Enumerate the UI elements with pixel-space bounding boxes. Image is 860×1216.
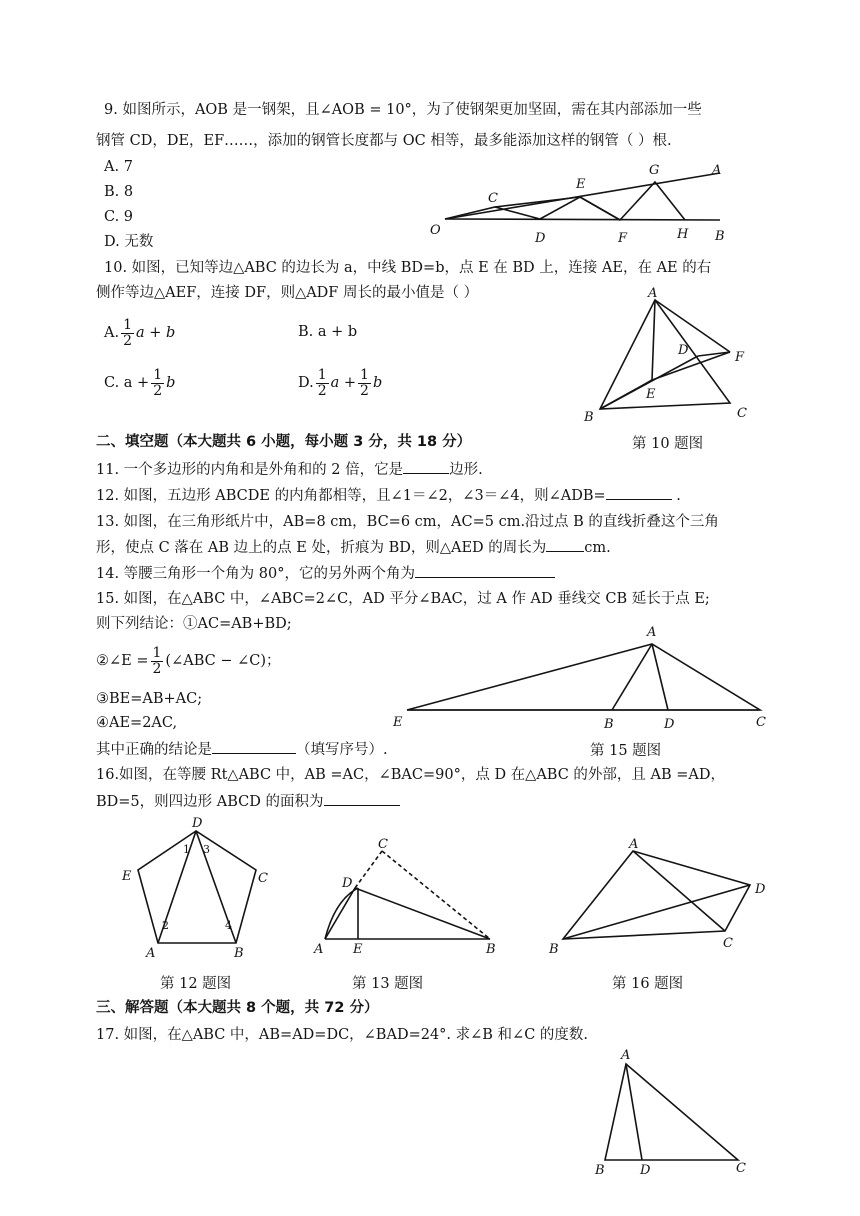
q10-label-b: B (584, 410, 594, 425)
fig13-caption: 第 13 题图 (352, 976, 424, 992)
q15-label-c: C (756, 715, 766, 730)
q15-conclusion-4: ④AE=2AC, (96, 715, 178, 731)
q17-label-a: A (621, 1048, 631, 1063)
q17-label-c: C (736, 1161, 746, 1176)
q17: 17. 如图，在△ABC 中，AB=AD=DC，∠BAD=24°. 求∠B 和∠C 的度数. (96, 1027, 589, 1043)
q11: 11. 一个多边形的内角和是外角和的 2 倍，它是 边形. (96, 459, 483, 480)
q15-figure (392, 622, 782, 734)
q15-conclusion-2: ②∠E = $\frac{1}{2}$ (∠ABC − ∠C)； (96, 644, 281, 677)
q9-line2: 钢管 CD，DE，EF……，添加的钢管长度都与 OC 相等，最多能添加这样的钢管（ ）根. (96, 133, 672, 149)
fig16-label-a: A (629, 837, 639, 852)
q10-label-a: A (648, 286, 658, 301)
q9-label-o: O (430, 223, 441, 238)
q9-label-h: H (677, 227, 689, 242)
fig12-label-b: B (234, 946, 244, 961)
q10-option-c: C. a + $\frac{1}{2}$ b (104, 366, 176, 399)
fig13-label-b: B (486, 942, 496, 957)
q9-label-d: D (535, 231, 546, 246)
q12-figure (118, 815, 278, 960)
fig13-label-a: A (314, 942, 324, 957)
q15-label-a: A (647, 625, 657, 640)
q15-caption: 第 15 题图 (590, 743, 662, 759)
q16-line2: BD=5，则四边形 ABCD 的面积为 (96, 791, 400, 812)
fig13-label-d: D (342, 876, 353, 891)
q10-option-b: B. a + b (298, 324, 358, 340)
section-3-heading: 三、解答题（本大题共 8 个题，共 72 分） (96, 1000, 379, 1016)
fig12-label-4: 4 (225, 919, 232, 932)
q14: 14. 等腰三角形一个角为 80°，它的另外两个角为 (96, 563, 555, 584)
fig12-label-3: 3 (203, 843, 210, 856)
q15-line2: 则下列结论：①AC=AB+BD; (96, 616, 292, 632)
q16-line1: 16.如图，在等腰 Rt△ABC 中，AB =AC，∠BAC=90°，点 D 在△ABC 的外部，且 AB =AD， (96, 767, 726, 783)
fig12-caption: 第 12 题图 (160, 976, 232, 992)
fig16-label-c: C (723, 936, 733, 951)
q9-label-b: B (715, 229, 725, 244)
q10-caption: 第 10 题图 (632, 436, 704, 452)
q10-line2: 侧作等边△AEF，连接 DF，则△ADF 周长的最小值是（ ） (96, 285, 479, 301)
fig16-label-b: B (549, 942, 559, 957)
q10-figure (580, 285, 760, 425)
q9-option-a: A. 7 (104, 159, 133, 175)
q9-figure (430, 160, 740, 250)
fig13-label-e: E (353, 942, 363, 957)
q15-answer-line: 其中正确的结论是 （填写序号）. (96, 739, 388, 760)
q9-label-e: E (576, 177, 586, 192)
fig13-label-c: C (378, 837, 388, 852)
fig16-label-d: D (755, 882, 766, 897)
q9-label-g: G (649, 163, 660, 178)
fig16-caption: 第 16 题图 (612, 976, 684, 992)
q10-option-a: A. $\frac{1}{2}$ a + b (104, 316, 176, 349)
q13-figure (310, 835, 510, 960)
q13-line2: 形，使点 C 落在 AB 边上的点 E 处，折痕为 BD，则△AED 的周长为 cm. (96, 537, 611, 558)
q10-label-f: F (735, 350, 745, 365)
section-2-heading: 二、填空题（本大题共 6 小题，每小题 3 分，共 18 分） (96, 434, 472, 450)
fig12-label-2: 2 (162, 919, 169, 932)
q17-figure (590, 1042, 760, 1177)
q15-label-d: D (664, 717, 675, 732)
q10-label-e: E (646, 387, 656, 402)
q15-conclusion-3: ③BE=AB+AC; (96, 691, 203, 707)
q17-label-d: D (640, 1163, 651, 1178)
q15-label-e: E (393, 715, 403, 730)
q10-label-d: D (678, 343, 689, 358)
q9-line1: 9. 如图所示，AOB 是一钢架，且∠AOB = 10°，为了使钢架更加坚固，需在其内部添加一些 (104, 102, 702, 118)
fig12-label-c: C (258, 871, 268, 886)
q9-label-c: C (488, 191, 498, 206)
fig12-label-d: D (192, 816, 203, 831)
q9-option-c: C. 9 (104, 209, 134, 225)
fig12-label-a: A (146, 946, 156, 961)
q15-label-b: B (604, 717, 614, 732)
q13-line1: 13. 如图，在三角形纸片中，AB=8 cm，BC=6 cm，AC=5 cm.沿过点 B 的直线折叠这个三角 (96, 514, 719, 530)
q15-line1: 15. 如图，在△ABC 中，∠ABC=2∠C，AD 平分∠BAC，过 A 作 AD 垂线交 CB 延长于点 E; (96, 591, 710, 607)
q12: 12. 如图，五边形 ABCDE 的内角都相等，且∠1＝∠2，∠3＝∠4，则∠ADB= . (96, 485, 681, 506)
q16-figure (545, 835, 775, 960)
q9-option-b: B. 8 (104, 184, 134, 200)
q10-label-c: C (737, 406, 747, 421)
fig12-label-1: 1 (183, 843, 190, 856)
q10-option-d: D. $\frac{1}{2}$ a + $\frac{1}{2}$ b (298, 366, 383, 399)
q17-label-b: B (595, 1163, 605, 1178)
q9-label-a: A (712, 163, 722, 178)
q9-option-d: D. 无数 (104, 234, 154, 250)
fig12-label-e: E (122, 869, 132, 884)
q10-line1: 10. 如图，已知等边△ABC 的边长为 a，中线 BD=b，点 E 在 BD 上，连接 AE，在 AE 的右 (104, 260, 712, 276)
q9-label-f: F (618, 231, 628, 246)
